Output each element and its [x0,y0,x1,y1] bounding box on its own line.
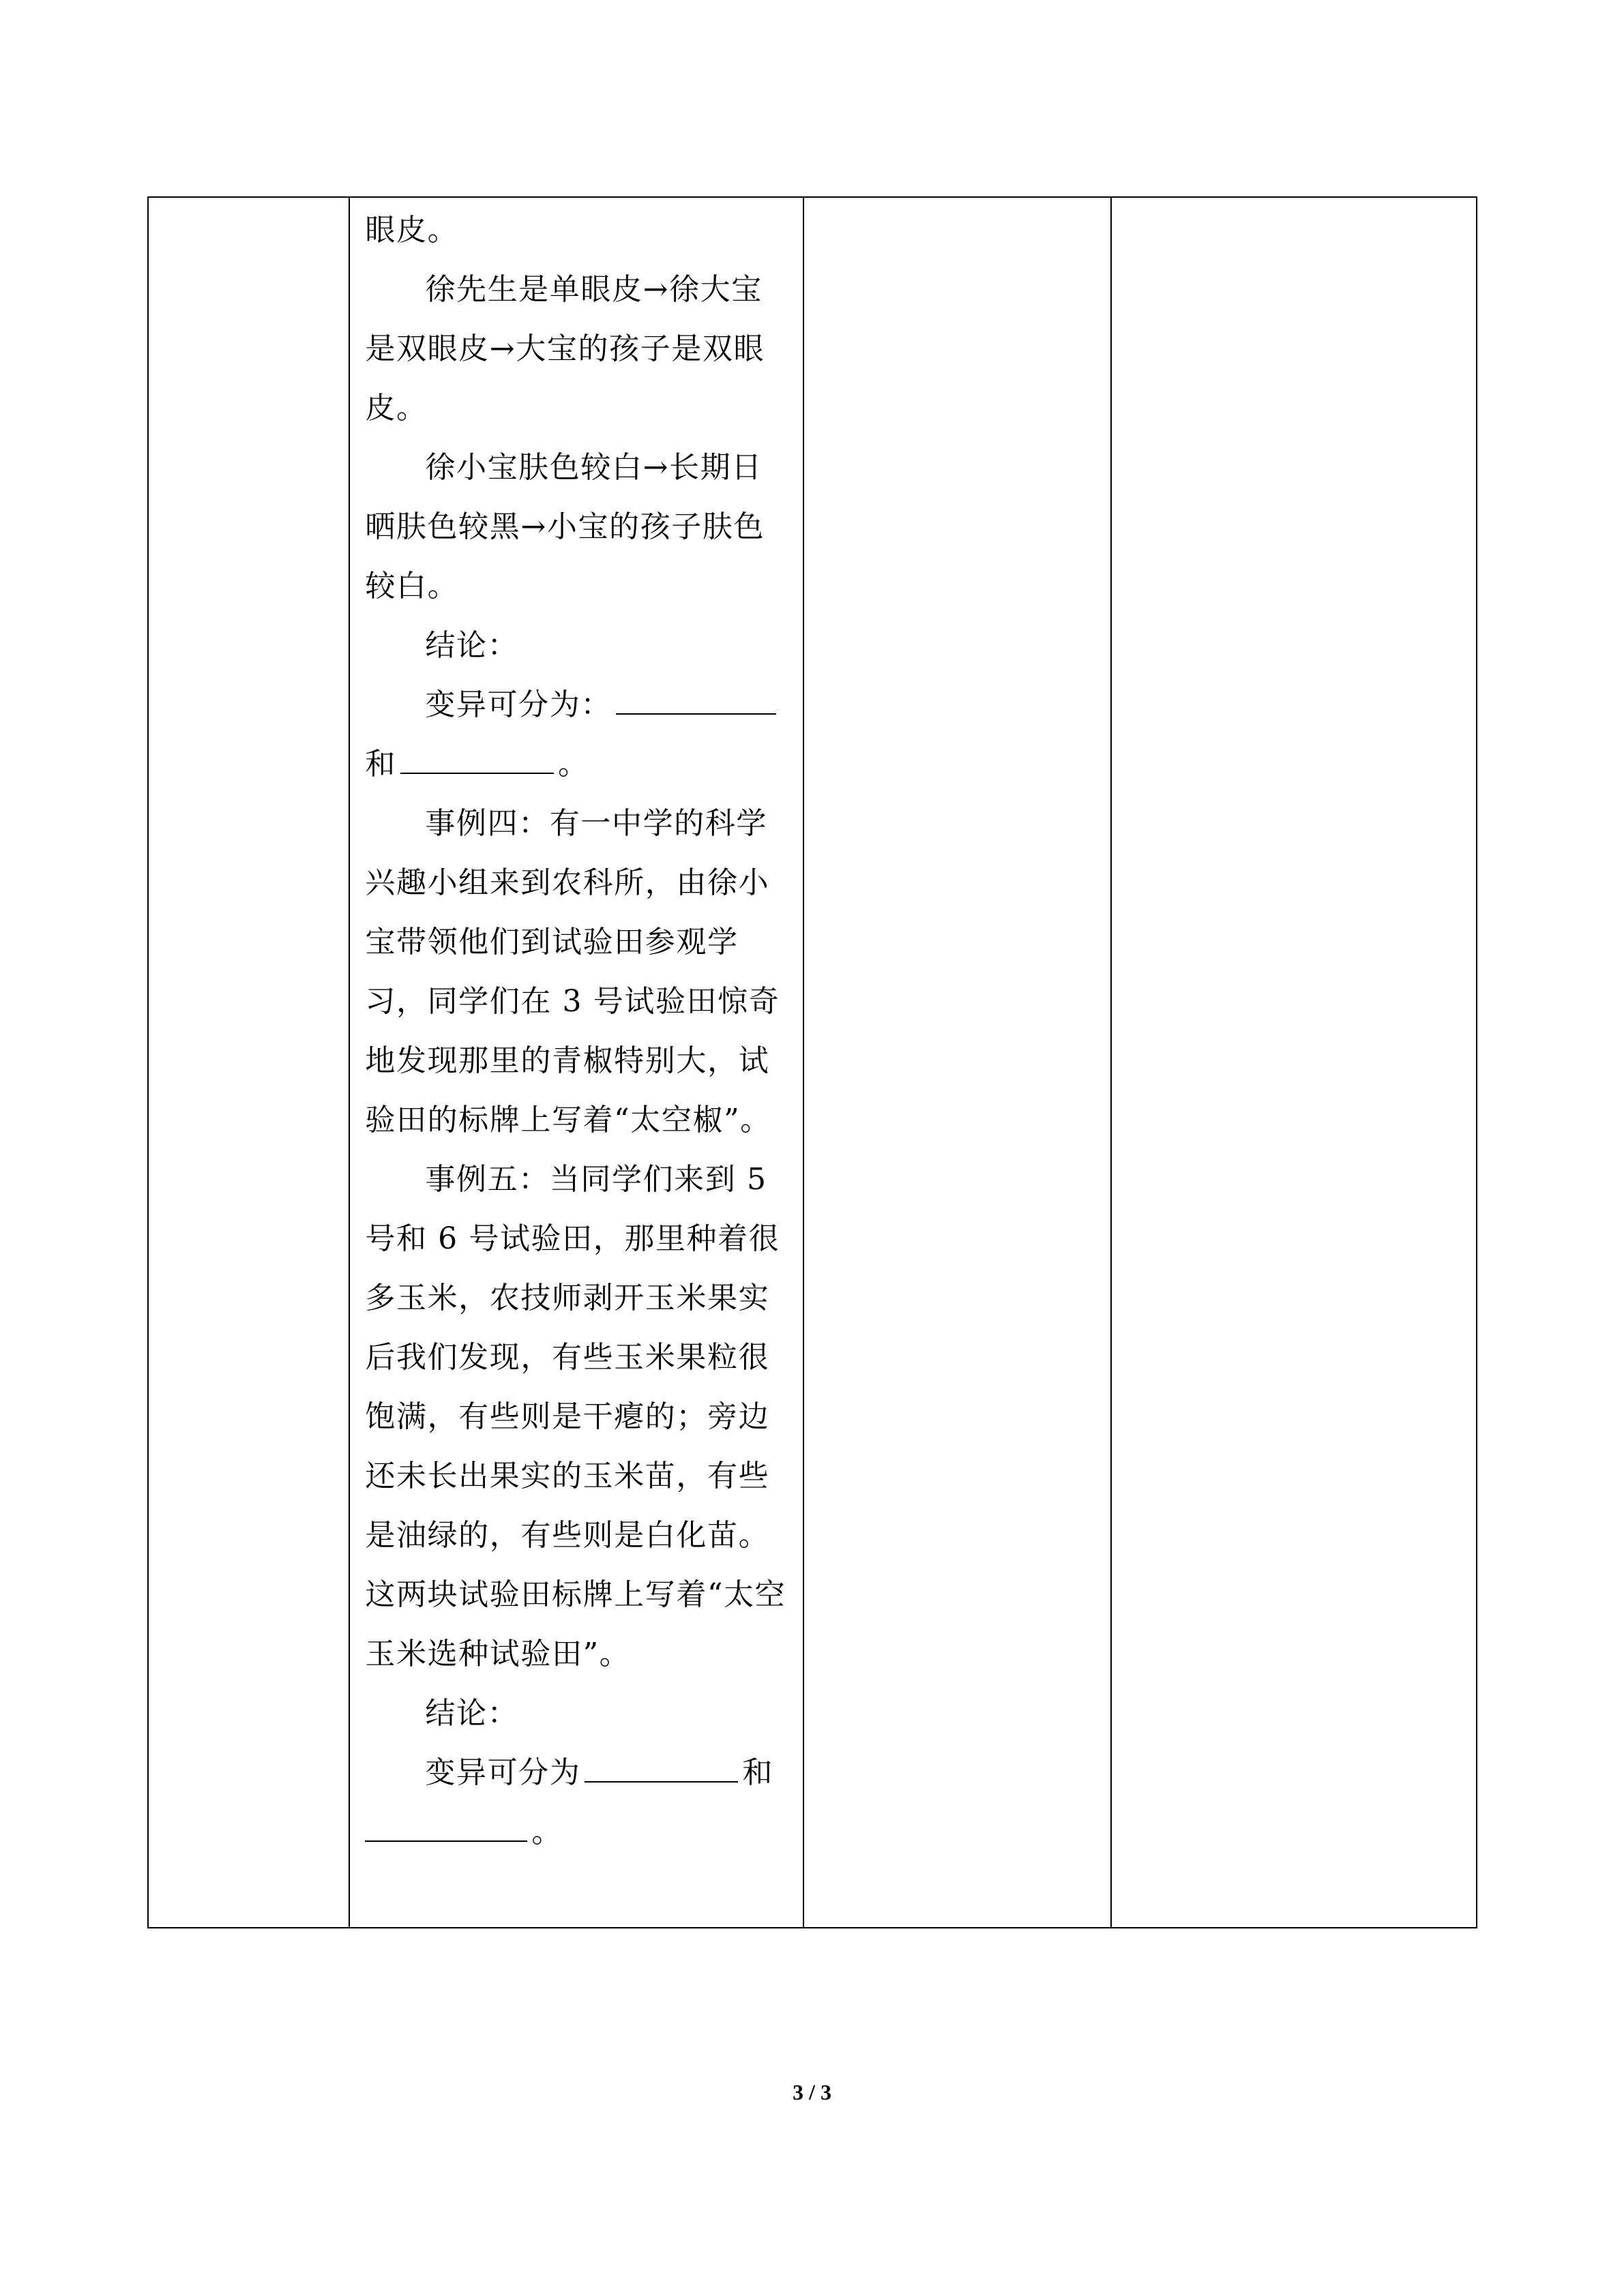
lesson-table [147,196,1477,1928]
variation-end-1: 。 [557,747,589,781]
variation-question-2 [365,1743,788,1802]
table-column-4 [1110,198,1476,1927]
paragraph-case-four: 事例四：有一中学的科学兴趣小组来到农科所，由徐小宝带领他们到试验田参观学习，同学们在 3 号试验田惊奇地发现那里的青椒特别大，试验田的标牌上写着“太空椒”。 [365,806,780,1137]
variation-and-1: 和 [365,747,396,781]
paragraph-case-five: 事例五：当同学们来到 5 号和 6 号试验田，那里种着很多玉米，农技师剥开玉米果实后我们发现，有些玉米果粒很饱满，有些则是干瘪的；旁边还未长出果实的玉米苗，有些是油绿的，有些则是白化苗。这两块试验田标牌上写着“太空玉米选种试验田”。 [365,1162,786,1671]
variation-prefix-2: 变异可分为 [425,1755,581,1790]
variation-prefix-1: 变异可分为： [425,687,612,722]
table-column-3 [803,198,1110,1927]
paragraph-xu-skin: 徐小宝肤色较白→长期日晒肤色较黑→小宝的孩子肤色较白。 [365,450,765,603]
table-column-1 [149,198,349,1927]
variation-question-1-cont [365,734,788,794]
answer-blank-1a[interactable] [616,686,776,715]
conclusion-label-1: 结论： [425,628,519,663]
variation-question-2-cont [365,1802,788,1862]
page-number: 3 / 3 [793,2080,831,2104]
answer-blank-1b[interactable] [400,745,554,774]
text-line-eyelid-end: 眼皮。 [365,213,459,248]
answer-blank-2a[interactable] [585,1754,738,1783]
conclusion-label-2: 结论： [425,1696,519,1731]
answer-blank-2b[interactable] [365,1813,527,1842]
variation-question-1 [365,675,788,734]
table-column-2 [349,198,803,1927]
paragraph-xu-eyelid: 徐先生是单眼皮→徐大宝是双眼皮→大宝的孩子是双眼皮。 [365,272,765,426]
variation-and-2: 和 [742,1755,773,1790]
column-2-content [365,200,788,1862]
variation-end-2: 。 [531,1815,563,1849]
